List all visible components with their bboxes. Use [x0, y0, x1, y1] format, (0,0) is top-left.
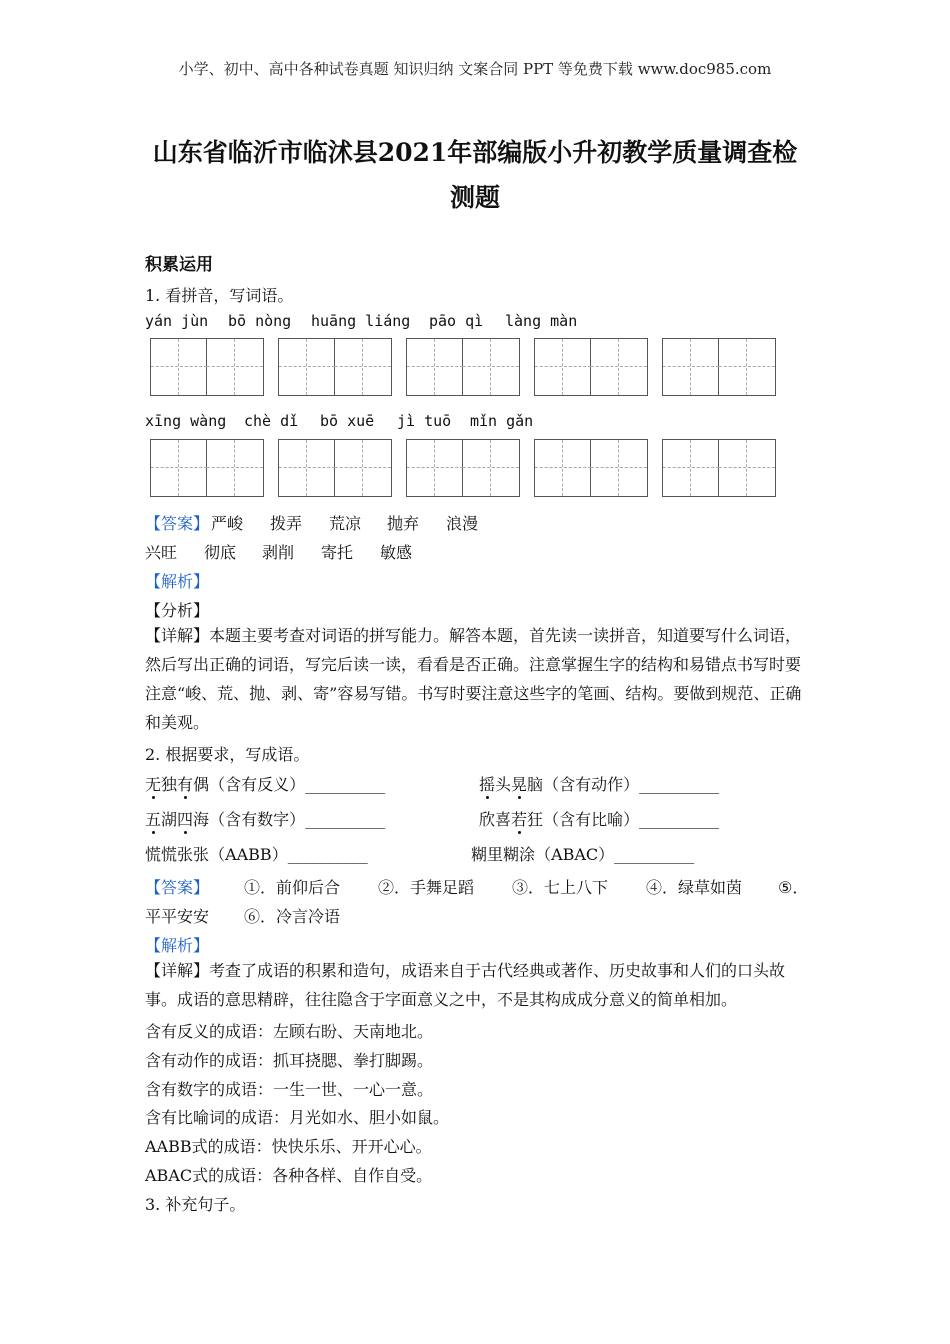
idiom-example: AABB式的成语：快快乐乐、开开心心。 — [145, 1137, 432, 1156]
idiom-char: 偶 — [193, 775, 210, 794]
writing-box[interactable] — [278, 338, 392, 396]
writing-grid-row-2 — [150, 439, 780, 497]
answer-idiom: ⑥．冷言冷语 — [244, 907, 341, 926]
answer-word: 抛弃 — [387, 514, 420, 533]
writing-box[interactable] — [406, 439, 520, 497]
idiom-example: 含有反义的成语：左顾右盼、天南地北。 — [145, 1022, 434, 1041]
q1-analysis-tag: 【解析】 — [145, 572, 210, 591]
idiom-char: 张 — [177, 845, 194, 864]
writing-box[interactable] — [406, 338, 520, 396]
idiom-char: 湖 — [161, 810, 178, 829]
writing-box[interactable] — [534, 439, 648, 497]
idiom-char: 头 — [495, 775, 512, 794]
idiom-requirement: （AABB）__________ — [209, 845, 368, 864]
idiom-char: 若 — [511, 807, 527, 830]
q1-fenxi-tag: 【分析】 — [145, 601, 210, 620]
idiom-char: 独 — [161, 775, 178, 794]
q1-answer-line-2 — [0, 540, 950, 562]
idiom-char: 慌 — [161, 845, 178, 864]
pinyin-row-1 — [0, 312, 950, 332]
pinyin: mǐn gǎn — [470, 412, 534, 430]
q1-answer-line-1 — [0, 511, 950, 533]
idiom-requirement: （含有比喻）__________ — [543, 810, 720, 829]
writing-box[interactable] — [534, 338, 648, 396]
q1-stem: 1. 看拼音，写词语。 — [145, 286, 294, 305]
writing-box[interactable] — [150, 439, 264, 497]
q2-detail: 【详解】考查了成语的积累和造句，成语来自于古代经典或著作、历史故事和人们的口头故事。成语的意思精辟，往往隐含于字面意义之中，不是其构成成分意义的简单相加。 — [145, 961, 786, 1009]
q1-detail: 【详解】本题主要考查对词语的拼写能力。解答本题，首先读一读拼音，知道要写什么词语，然后写出正确的词语，写完后读一读，看看是否正确。注意掌握生字的结构和易错点书写时要注意“峻、荒、抛、剥、寄”容易写错。书写时要注意这些字的笔画、结构。要做到规范、正确和美观。 — [145, 626, 802, 732]
idiom-item — [471, 842, 694, 865]
idiom-char: 慌 — [145, 845, 162, 864]
q2-analysis-tag: 【解析】 — [145, 936, 210, 955]
document-title-line2: 测题 — [449, 183, 500, 212]
idiom-char: 有 — [177, 772, 193, 795]
idiom-char: 张 — [193, 845, 210, 864]
idiom-char: 糊 — [503, 845, 520, 864]
pinyin: bō nòng — [228, 312, 292, 330]
pinyin: jì tuō — [397, 412, 452, 430]
answer-word: 敏感 — [380, 543, 413, 562]
idiom-item — [145, 772, 385, 795]
answer-word: 彻底 — [204, 543, 237, 562]
q2-answer-line-2 — [0, 904, 950, 926]
answer-word: 寄托 — [321, 543, 354, 562]
q2-answer-line-1 — [0, 875, 950, 897]
idiom-char: 五 — [145, 807, 161, 830]
pinyin: bō xuē — [320, 412, 375, 430]
idiom-char: 四 — [177, 807, 193, 830]
idiom-char: 晃 — [511, 772, 527, 795]
idiom-char: 海 — [193, 810, 210, 829]
answer-word: 兴旺 — [145, 543, 178, 562]
answer-idiom: 平平安安 — [145, 907, 210, 926]
pinyin: làng màn — [505, 312, 578, 330]
writing-box[interactable] — [662, 439, 776, 497]
answer-word: 浪漫 — [446, 514, 479, 533]
pinyin: xīng wàng — [145, 412, 227, 430]
answer-tag: 【答案】 — [145, 514, 210, 533]
idiom-item — [145, 842, 368, 865]
idiom-char: 糊 — [471, 845, 488, 864]
q3-stem: 3. 补充句子。 — [145, 1195, 246, 1214]
idiom-char: 欣 — [479, 810, 496, 829]
pinyin: chè dǐ — [244, 412, 299, 430]
idiom-char: 摇 — [479, 772, 495, 795]
writing-grid-row-1 — [150, 338, 780, 396]
answer-idiom: ②．手舞足蹈 — [378, 878, 475, 897]
idiom-item — [479, 807, 719, 830]
document-title-line1: 山东省临沂市临沭县2021年部编版小升初教学质量调查检 — [152, 138, 798, 167]
writing-box[interactable] — [662, 338, 776, 396]
pinyin-row-2 — [0, 412, 950, 432]
section-heading: 积累运用 — [145, 255, 213, 275]
idiom-item — [145, 807, 385, 830]
answer-idiom: ①．前仰后合 — [244, 878, 341, 897]
idiom-example: 含有动作的成语：抓耳挠腮、拳打脚踢。 — [145, 1051, 434, 1070]
idiom-char: 里 — [487, 845, 504, 864]
idiom-requirement: （含有动作）__________ — [543, 775, 720, 794]
idiom-example: 含有比喻词的成语：月光如水、胆小如鼠。 — [145, 1108, 450, 1127]
idiom-char: 脑 — [527, 775, 544, 794]
idiom-char: 无 — [145, 772, 161, 795]
idiom-example: ABAC式的成语：各种各样、自作自受。 — [145, 1166, 433, 1185]
page-header: 小学、初中、高中各种试卷真题 知识归纳 文案合同 PPT 等免费下载 www.doc985.com — [178, 60, 772, 78]
answer-idiom: ③．七上八下 — [512, 878, 609, 897]
answer-idiom: ④．绿草如茵 — [646, 878, 743, 897]
idiom-requirement: （含有反义）__________ — [209, 775, 386, 794]
answer-word: 剥削 — [262, 543, 295, 562]
idiom-char: 涂 — [519, 845, 536, 864]
idiom-char: 喜 — [495, 810, 512, 829]
answer-word: 荒凉 — [329, 514, 362, 533]
answer-word: 拨弄 — [270, 514, 303, 533]
q2-stem: 2. 根据要求，写成语。 — [145, 745, 310, 764]
writing-box[interactable] — [278, 439, 392, 497]
answer-word: 严峻 — [211, 514, 244, 533]
answer-tag: 【答案】 — [145, 878, 210, 897]
idiom-requirement: （含有数字）__________ — [209, 810, 386, 829]
writing-box[interactable] — [150, 338, 264, 396]
idiom-item — [479, 772, 719, 795]
answer-idiom: ⑤． — [778, 878, 809, 897]
pinyin: yán jùn — [145, 312, 209, 330]
idiom-requirement: （ABAC）__________ — [535, 845, 695, 864]
idiom-char: 狂 — [527, 810, 544, 829]
idiom-example: 含有数字的成语：一生一世、一心一意。 — [145, 1080, 434, 1099]
pinyin: pāo qì — [429, 312, 484, 330]
pinyin: huāng liáng — [311, 312, 411, 330]
